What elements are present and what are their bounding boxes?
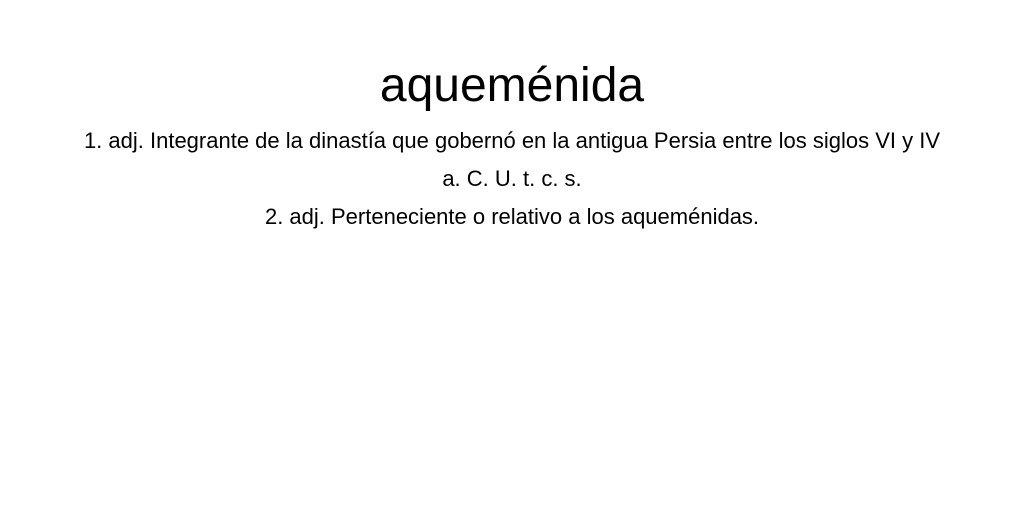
definition-list — [80, 122, 944, 236]
definition-2: 2. adj. Perteneciente o relativo a los aqueménidas. — [264, 204, 760, 229]
entry-headword: aqueménida — [379, 59, 645, 112]
definition-1: 1. adj. Integrante de la dinastía que gobernó en la antigua Persia entre los siglos VI y IV a. C. U. t. c. s. — [83, 128, 941, 191]
dictionary-entry — [0, 0, 1024, 236]
